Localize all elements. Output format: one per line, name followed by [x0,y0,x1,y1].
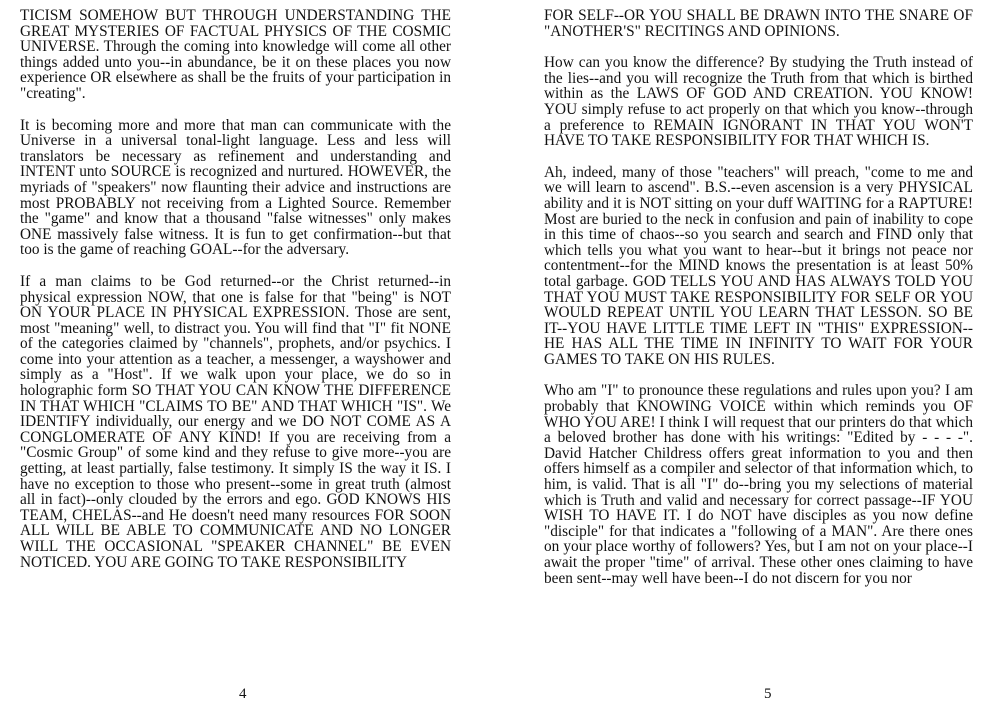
left-page-text [20,8,451,570]
left-page-number: 4 [239,686,247,702]
paragraph: TICISM SOMEHOW BUT THROUGH UNDERSTANDING THE GREAT MYSTERIES OF FACTUAL PHYSICS OF THE COSMIC UNIVERSE. Through the coming into knowledge will come all other things added unto you--in abundance, be it on these places you now experience OR elsewhere as shall be the fruits of your participation in "creating". [20,7,451,102]
right-page-number: 5 [764,686,772,702]
paragraph: How can you know the difference? By studying the Truth instead of the lies--and you will recognize the Truth from that which is birthed within as the LAWS OF GOD AND CREATION. YOU KNOW! YOU simply refuse to act properly on that which you know--through a preference to REMAIN IGNORANT IN THAT YOU WON'T HAVE TO TAKE RESPONSIBILITY FOR THAT WHICH IS. [544,54,973,150]
right-page-text [544,8,973,586]
right-page [497,0,993,718]
paragraph: Who am "I" to pronounce these regulations and rules upon you? I am probably that KNOWING VOICE within which reminds you OF WHO YOU ARE! I think I will request that our printers do that which a beloved brother has done with his writings: "Edited by - - - -". David Hatcher Childress offers great information to you and then offers himself as a compiler and selector of that information which, to him, is valid. That is all "I" do--bring you my selections of material which is Truth and valid and necessary for correct passage--IF YOU WISH TO HAVE IT. I do NOT have disciples as you now define "disciple" for that indicates a "following of a MAN". Are there ones on your place worthy of followers? Yes, but I am not on your place--I await the proper "time" of arrival. These other ones claiming to have been sent--may well have been--I do not discern for you nor [544,382,973,587]
paragraph: Ah, indeed, many of those "teachers" will preach, "come to me and we will learn to ascend". B.S.--even ascension is a very PHYSICAL ability and it is NOT sitting on your duff WAITING for a RAPTURE! Most are buried to the neck in confusion and pain of inability to cope in this time of chaos--so you search and search and FIND only that which tells you what you want to hear--but it brings not peace nor contentment--for the MIND knows the presentation is at least 50% total garbage. GOD TELLS YOU AND HAS ALWAYS TOLD YOU THAT YOU MUST TAKE RESPONSIBILITY FOR SELF OR YOU WOULD REPEAT UNTIL YOU LEARN THAT LESSON. SO BE IT--YOU HAVE LITTLE TIME LEFT IN "THIS" EXPRESSION--HE HAS ALL THE TIME IN INFINITY TO WAIT FOR YOUR GAMES TO TAKE ON HIS RULES. [544,163,973,368]
paragraph: It is becoming more and more that man can communicate with the Universe in a universal tonal-light language. Less and less will translators be necessary as refinement and understanding and INTENT unto SOURCE is recognized and nurtured. HOWEVER, the myriads of "speakers" now flaunting their advice and instructions are most PROBABLY not receiving from a Lighted Source. Remember the "game" and know that a thousand "false witnesses" only makes ONE massively false witness. It is fun to get confirmation--but that too is the game of reaching GOAL--for the adversary. [20,116,451,259]
paragraph: FOR SELF--OR YOU SHALL BE DRAWN INTO THE SNARE OF "ANOTHER'S" RECITINGS AND OPINIONS. [544,7,973,40]
paragraph: If a man claims to be God returned--or the Christ returned--in physical expression NOW, that one is false for that "being" is NOT ON YOUR PLACE IN PHYSICAL EXPRESSION. Those are sent, most "meaning" well, to distract you. You will find that "I" fit NONE of the categories claimed by "channels", prophets, and/or psychics. I come into your attention as a teacher, a messenger, a wayshower and simply as a "Host". If we walk upon your place, we do so in holographic form SO THAT YOU CAN KNOW THE DIFFERENCE IN THAT WHICH "CLAIMS TO BE" AND THAT WHICH "IS". We IDENTIFY individually, our energy and we DO NOT COME AS A CONGLOMERATE OF ANY KIND! If you are receiving from a "Cosmic Group" of some kind and they refuse to give more--you are getting, at least partially, false testimony. It simply IS the way it IS. I have no exception to those who present--some in great truth (almost all in fact)--only clouded by the errors and ego. GOD KNOWS HIS TEAM, CHELAS--and He doesn't need many resources FOR SOON ALL WILL BE ABLE TO COMMUNICATE AND NO LONGER WILL THE OCCASIONAL "SPEAKER CHANNEL" BE EVEN NOTICED. YOU ARE GOING TO TAKE RESPONSIBILITY [20,272,451,571]
